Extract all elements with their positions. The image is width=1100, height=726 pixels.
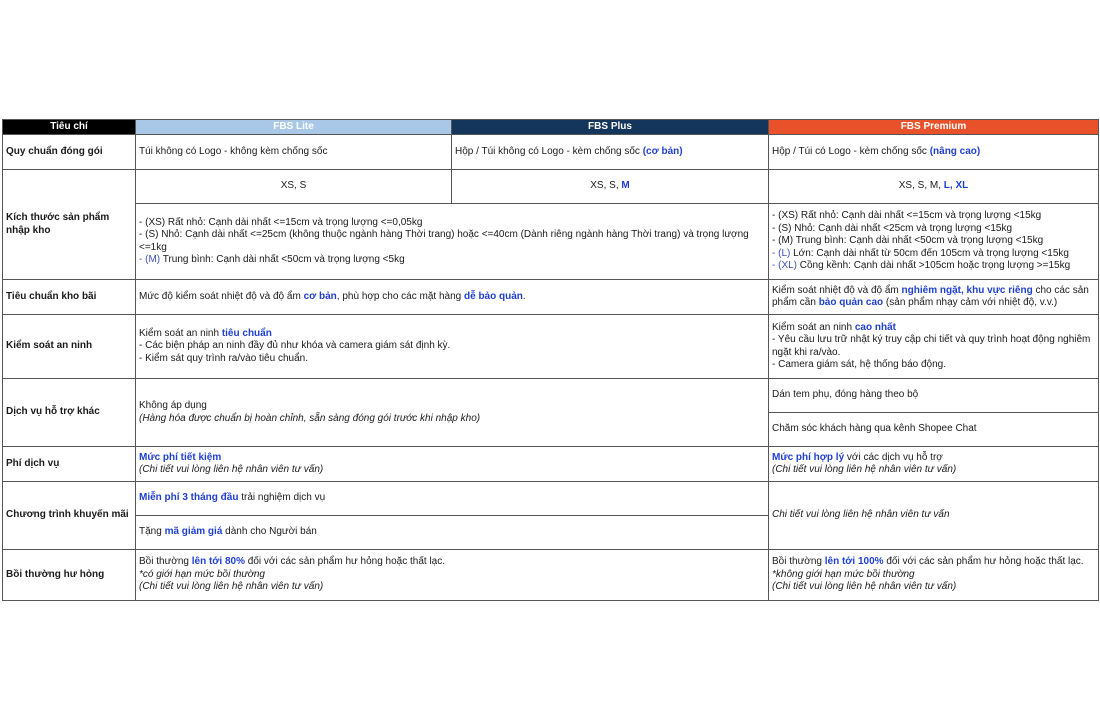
fee-pr-note: (Chi tiết vui lòng liên hệ nhân viên tư vấn) (772, 464, 957, 475)
fee-premium (769, 447, 1099, 482)
warehouse-lp-b: , phù hợp cho các mặt hàng (336, 290, 464, 302)
header-row (3, 120, 1099, 135)
fbs-comparison-table (2, 119, 1099, 601)
compensation-lite-plus (136, 550, 769, 601)
size-desc-premium-s: - (S) Nhỏ: Cạnh dài nhất <25cm và trọng lượng <15kg (772, 222, 1013, 234)
criteria-promo: Chương trình khuyến mãi (3, 482, 136, 550)
security-pr-line-1: - Yêu cầu lưu trữ nhật ký truy cập chi tiết và quy trình hoạt động nghiêm ngặt khi ra/vào. (772, 334, 1091, 358)
criteria-size: Kích thước sản phẩm nhập kho (3, 170, 136, 280)
size-desc-premium-m: - (M) Trung bình: Cạnh dài nhất <50cm và trọng lượng <15kg (772, 235, 1044, 247)
size-lite: XS, S (136, 170, 452, 204)
warehouse-pr-highlight-2: bảo quản cao (818, 297, 884, 308)
compensation-lp-b: đối với các sản phẩm hư hỏng hoặc thất lạc. (244, 556, 446, 568)
row-warehouse (3, 280, 1099, 315)
compensation-pr-b: đối với các sản phẩm hư hỏng hoặc thất lạc. (883, 556, 1084, 568)
row-packaging (3, 135, 1099, 170)
warehouse-pr-b: cho các sản phẩm cần (772, 284, 1089, 308)
security-lp-line-2: - Kiểm sát quy trình ra/vào tiêu chuẩn. (139, 352, 308, 364)
promo-lp-2 (136, 516, 769, 550)
criteria-packaging: Quy chuẩn đóng gói (3, 135, 136, 170)
row-fee (3, 447, 1099, 482)
packaging-plus (452, 135, 769, 170)
services-lite-plus (136, 379, 769, 447)
promo-premium: Chi tiết vui lòng liên hệ nhân viên tư vấn (769, 482, 1099, 550)
compensation-pr-note-1: *không giới hạn mức bồi thường (772, 568, 915, 580)
promo-lp1-highlight: Miễn phí 3 tháng đầu (139, 492, 239, 504)
packaging-premium (769, 135, 1099, 170)
fee-pr-line (772, 452, 1095, 465)
compensation-pr-a: Bồi thường (772, 556, 825, 568)
criteria-services: Dịch vụ hỗ trợ khác (3, 379, 136, 447)
header-fbs-lite: FBS Lite (136, 120, 452, 135)
warehouse-lp-a: Mức độ kiểm soát nhiệt độ và độ ẩm (139, 290, 304, 302)
warehouse-pr-a: Kiểm soát nhiệt độ và độ ẩm (772, 284, 902, 296)
size-desc-premium (769, 204, 1099, 280)
promo-lp1-rest: trải nghiệm dịch vụ (238, 492, 326, 504)
packaging-premium-text: Hộp / Túi có Logo - kèm chống sốc (772, 145, 930, 157)
criteria-fee: Phí dịch vụ (3, 447, 136, 482)
security-lp-line-1: - Các biện pháp an ninh đầy đủ như khóa và camera giám sát định kỳ. (139, 340, 451, 352)
security-premium (769, 315, 1099, 379)
criteria-security: Kiểm soát an ninh (3, 315, 136, 379)
packaging-premium-highlight: (nâng cao) (929, 145, 981, 157)
criteria-warehouse: Tiêu chuẩn kho bãi (3, 280, 136, 315)
services-lp-title: Không áp dụng (139, 400, 207, 411)
size-plus (452, 170, 769, 204)
criteria-compensation: Bồi thường hư hỏng (3, 550, 136, 601)
fee-lp-highlight: Mức phí tiết kiệm (139, 451, 222, 463)
security-lp-title (139, 328, 765, 341)
row-size-codes (3, 170, 1099, 204)
compensation-pr-highlight: lên tới 100% (824, 556, 884, 568)
warehouse-lp-highlight-1: cơ bản (303, 290, 337, 302)
security-pr-title (772, 322, 1095, 335)
size-plus-text: XS, S, (590, 180, 622, 192)
services-premium-item-1: Dán tem phụ, đóng hàng theo bộ (769, 379, 1099, 413)
promo-lp2-b: dành cho Người bán (222, 526, 317, 538)
compensation-lp-note-1: *có giới hạn mức bồi thường (139, 568, 265, 580)
size-desc-premium-xl (772, 260, 1095, 273)
size-desc-s: - (S) Nhỏ: Cạnh dài nhất <=25cm (không thuộc ngành hàng Thời trang) hoặc <=40cm (Dành riêng ngành hàng Thời trang) và trọng lượng <=1kg (139, 229, 749, 253)
row-security (3, 315, 1099, 379)
size-desc-xl-rest: Cồng kềnh: Cạnh dài nhất >105cm hoặc trọng lượng >=15kg (797, 260, 1071, 272)
security-lp-highlight: tiêu chuẩn (221, 327, 272, 339)
size-desc-premium-l (772, 248, 1095, 261)
size-desc-l-rest: Lớn: Cạnh dài nhất từ 50cm đến 105cm và trọng lượng <15kg (790, 247, 1069, 259)
promo-lp2-highlight: mã giảm giá (164, 526, 223, 538)
size-plus-highlight: M (621, 180, 630, 192)
packaging-plus-text: Hộp / Túi không có Logo - kèm chống sốc (455, 145, 643, 157)
row-size-desc (3, 204, 1099, 280)
size-desc-xl-prefix: - (XL) (772, 260, 797, 272)
warehouse-pr-highlight-1: nghiêm ngặt, khu vực riêng (901, 284, 1033, 296)
warehouse-pr-c: (sản phẩm nhạy cảm với nhiệt độ, v.v.) (883, 297, 1058, 308)
header-fbs-premium: FBS Premium (769, 120, 1099, 135)
header-criteria: Tiêu chí (3, 120, 136, 135)
row-services-1 (3, 379, 1099, 413)
header-fbs-plus: FBS Plus (452, 120, 769, 135)
promo-lp2-a: Tặng (139, 526, 165, 538)
services-lp-note: (Hàng hóa được chuẩn bị hoàn chỉnh, sẵn sàng đóng gói trước khi nhập kho) (139, 412, 481, 424)
size-desc-lite-plus (136, 204, 769, 280)
size-desc-m-rest: Trung bình: Cạnh dài nhất <50cm và trọng lượng <5kg (160, 254, 405, 265)
fee-lite-plus (136, 447, 769, 482)
compensation-pr-note-2: (Chi tiết vui lòng liên hệ nhân viên tư vấn) (772, 581, 957, 593)
size-premium (769, 170, 1099, 204)
warehouse-lite-plus (136, 280, 769, 315)
size-desc-l-prefix: - (L) (772, 247, 791, 259)
size-desc-premium-xs: - (XS) Rất nhỏ: Cạnh dài nhất <=15cm và trọng lượng <15kg (772, 210, 1042, 222)
warehouse-lp-highlight-2: dễ bảo quản (464, 290, 523, 302)
promo-lp-1 (136, 482, 769, 516)
security-pr-line-2: - Camera giám sát, hệ thống báo động. (772, 359, 946, 370)
packaging-plus-highlight: (cơ bản) (642, 145, 683, 157)
packaging-lite: Túi không có Logo - không kèm chống sốc (136, 135, 452, 170)
compensation-pr-line (772, 556, 1095, 569)
compensation-lp-note-2: (Chi tiết vui lòng liên hệ nhân viên tư vấn) (139, 581, 324, 593)
fee-lp-note: (Chi tiết vui lòng liên hệ nhân viên tư vấn) (139, 464, 324, 475)
warehouse-lp-c: . (522, 290, 526, 302)
size-desc-xs: - (XS) Rất nhỏ: Cạnh dài nhất <=15cm và trọng lượng <=0,05kg (139, 216, 423, 228)
services-premium-item-2: Chăm sóc khách hàng qua kênh Shopee Chat (769, 413, 1099, 447)
size-premium-text: XS, S, M, (898, 180, 944, 192)
security-lite-plus (136, 315, 769, 379)
row-compensation (3, 550, 1099, 601)
security-pr-highlight: cao nhất (854, 321, 896, 333)
size-desc-m-prefix: - (M) (139, 254, 161, 265)
compensation-lp-line (139, 556, 765, 569)
fee-pr-highlight: Mức phí hợp lý (772, 451, 845, 463)
fee-pr-rest: với các dịch vụ hỗ trợ (844, 451, 943, 463)
compensation-premium (769, 550, 1099, 601)
warehouse-premium (769, 280, 1099, 315)
security-lp-title-text: Kiểm soát an ninh (139, 327, 222, 339)
row-promo-1 (3, 482, 1099, 516)
compensation-lp-a: Bồi thường (139, 556, 192, 568)
size-premium-highlight: L, XL (943, 180, 969, 192)
size-desc-m (139, 254, 765, 267)
security-pr-title-text: Kiểm soát an ninh (772, 321, 855, 333)
compensation-lp-highlight: lên tới 80% (191, 556, 245, 568)
